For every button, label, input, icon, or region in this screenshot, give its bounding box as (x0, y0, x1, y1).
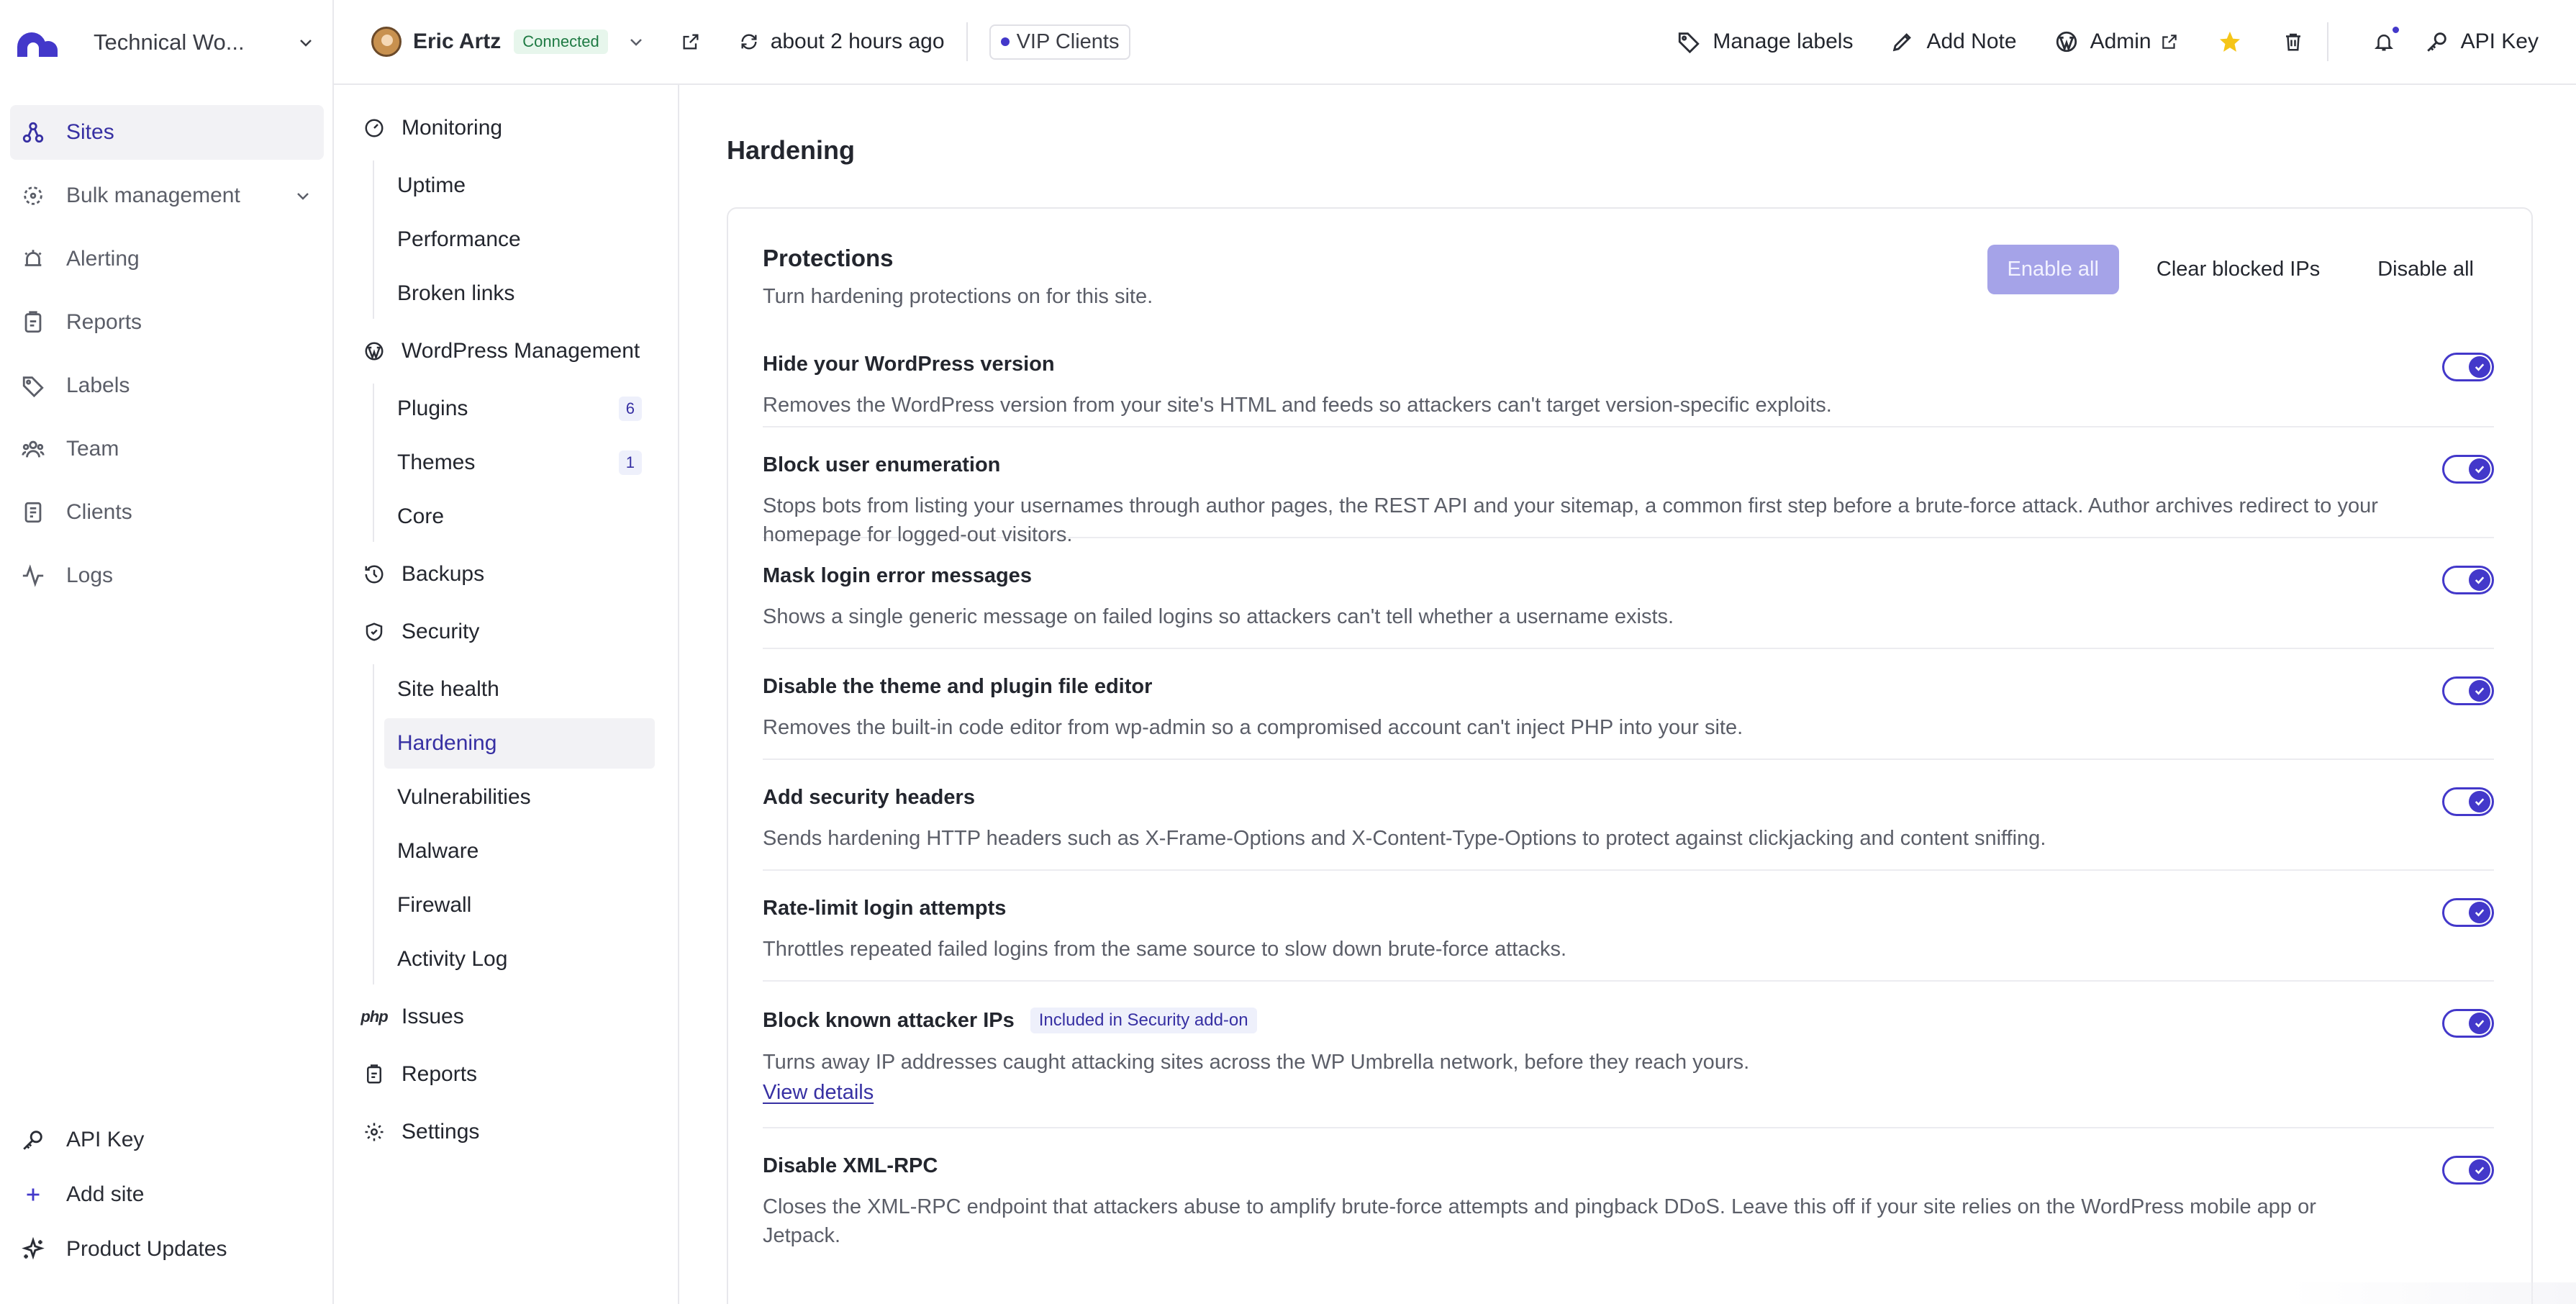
setting-toggle[interactable] (2442, 898, 2494, 927)
count-badge: 1 (619, 450, 642, 475)
setting-description: Turns away IP addresses caught attacking sites across the WP Umbrella network, before they reach yours. (763, 1051, 1750, 1074)
nav-label: Broken links (397, 281, 515, 305)
panel-description: Turn hardening protections on for this site. (763, 285, 1153, 308)
nav-uptime[interactable] (384, 160, 655, 211)
divider (2327, 22, 2328, 61)
setting-row (763, 427, 2494, 546)
setting-row (763, 760, 2494, 871)
plus-icon (20, 1182, 46, 1208)
nav-monitoring[interactable] (361, 99, 655, 157)
chevron-down-icon (625, 31, 647, 53)
app-nav-label: Add site (66, 1182, 145, 1206)
history-icon (361, 561, 387, 587)
app-nav-label: API Key (66, 1128, 145, 1151)
app-nav-label: Team (66, 437, 119, 461)
app-nav (0, 105, 334, 612)
tag-icon (20, 373, 46, 399)
key-icon (2425, 30, 2449, 54)
view-details-link[interactable]: View details (763, 1081, 874, 1104)
nav-label: Issues (402, 1005, 464, 1028)
app-nav-label: Logs (66, 563, 114, 587)
app-nav-labels[interactable] (10, 358, 324, 413)
key-icon (20, 1127, 46, 1153)
nav-label: Themes (397, 450, 476, 474)
status-badge: Connected (514, 30, 607, 54)
user-name: Eric Artz (413, 30, 502, 53)
php-icon: php (360, 1008, 388, 1025)
setting-description: Sends hardening HTTP headers such as X-Frame-Options and X-Content-Type-Options to protect against clickjacking and content sniffing. (763, 827, 2046, 850)
alert-icon (20, 246, 46, 272)
app-nav-logs[interactable] (10, 548, 324, 603)
add-note-button[interactable] (1890, 30, 2016, 54)
app-sidebar (0, 0, 334, 1304)
api-key-button[interactable] (2425, 30, 2539, 54)
last-sync-text: about 2 hours ago (770, 30, 945, 53)
enable-all-button[interactable]: Enable all (1987, 245, 2119, 294)
nav-label: Site health (397, 677, 499, 701)
nav-settings[interactable] (361, 1103, 655, 1161)
protections-panel (727, 207, 2533, 1304)
nav-wordpress-management[interactable] (361, 322, 655, 380)
workspace-switcher[interactable] (0, 0, 334, 85)
app-bottom-nav (10, 1117, 324, 1281)
setting-description: Closes the XML-RPC endpoint that attackers abuse to amplify brute-force attempts and pingback DDoS. Leave this off if your site relies on the WordPress mobile app or Jetpack. (763, 1195, 2316, 1247)
client-tag-label: VIP Clients (1016, 30, 1120, 53)
wp-admin-button[interactable] (2054, 30, 2179, 54)
setting-title: Disable the theme and plugin file editor (763, 675, 1153, 698)
check-icon (2469, 458, 2490, 480)
nav-performance[interactable] (384, 214, 655, 265)
nav-hardening[interactable] (384, 718, 655, 769)
check-icon (2469, 1159, 2490, 1181)
admin-label: Admin (2090, 30, 2151, 53)
app-nav-sites[interactable] (10, 105, 324, 160)
nav-activity-log[interactable] (384, 934, 655, 984)
setting-description: Shows a single generic message on failed logins so attackers can't tell whether a username exists. (763, 605, 1674, 628)
nav-label: Firewall (397, 893, 472, 917)
disable-all-button[interactable]: Disable all (2377, 258, 2474, 281)
count-badge: 6 (619, 397, 642, 421)
panel-header (763, 245, 2494, 353)
nav-security[interactable] (361, 603, 655, 661)
setting-description: Throttles repeated failed logins from the same source to slow down brute-force attacks. (763, 938, 1567, 961)
app-nav-label: Clients (66, 500, 132, 524)
notification-dot (2391, 25, 2400, 35)
nav-malware[interactable] (384, 826, 655, 877)
manage-labels-label: Manage labels (1713, 30, 1854, 53)
nav-label: Plugins (397, 397, 468, 420)
wp-umbrella-logo (17, 28, 58, 57)
app-nav-bulk-management[interactable] (10, 168, 324, 223)
setting-toggle[interactable] (2442, 1156, 2494, 1185)
setting-description: Removes the built-in code editor from wp-admin so a compromised account can't inject PHP into your site. (763, 716, 1743, 739)
reports-icon (361, 1061, 387, 1087)
nav-label: WordPress Management (402, 339, 640, 363)
gear-icon (361, 1119, 387, 1145)
setting-row (763, 871, 2494, 982)
chevron-down-icon (295, 32, 317, 53)
api-key-label: API Key (2460, 30, 2539, 53)
check-icon (2469, 569, 2490, 591)
user-switcher[interactable] (371, 27, 647, 57)
gauge-icon (361, 115, 387, 141)
avatar (371, 27, 402, 57)
app-nav-product-updates[interactable] (10, 1226, 324, 1272)
nav-label: Reports (402, 1062, 478, 1086)
setting-title: Add security headers (763, 786, 975, 809)
setting-description: Stops bots from listing your usernames through author pages, the REST API and your sitemap, a common first step before a brute-force attack. Author archives redirect to your homepage for logged-out visitors. (763, 494, 2378, 546)
reports-icon (20, 309, 46, 335)
nav-label: Activity Log (397, 947, 508, 971)
addon-badge: Included in Security add-on (1030, 1008, 1257, 1033)
app-nav-label: Sites (66, 120, 114, 144)
setting-toggle[interactable] (2442, 566, 2494, 594)
setting-title: Disable XML-RPC (763, 1154, 938, 1177)
nav-label: Backups (402, 562, 485, 586)
check-icon (2469, 902, 2490, 923)
nav-label: Monitoring (402, 116, 503, 140)
setting-row (763, 353, 2494, 427)
nav-site-health[interactable] (384, 664, 655, 715)
clients-icon (20, 499, 46, 525)
setting-toggle[interactable] (2442, 1009, 2494, 1038)
nav-reports[interactable] (361, 1046, 655, 1103)
divider (966, 22, 968, 61)
nav-vulnerabilities[interactable] (384, 772, 655, 823)
wp-management-sublist (373, 384, 655, 542)
check-icon (2469, 356, 2490, 378)
app-nav-label: Bulk management (66, 184, 240, 207)
topbar-actions (1639, 22, 2539, 61)
wordpress-icon (2054, 30, 2079, 54)
pencil-icon (1890, 30, 1915, 54)
nav-core[interactable] (384, 492, 655, 542)
workspace-name: Technical Wo... (94, 30, 245, 55)
nav-label: Performance (397, 227, 521, 251)
main-content (681, 85, 2576, 1304)
wordpress-icon (361, 338, 387, 364)
nav-label: Uptime (397, 173, 466, 197)
app-nav-api-key[interactable] (10, 1117, 324, 1163)
setting-title: Hide your WordPress version (763, 353, 1055, 376)
app-nav-label: Product Updates (66, 1237, 227, 1261)
app-nav-add-site[interactable] (10, 1172, 324, 1218)
setting-toggle[interactable] (2442, 455, 2494, 484)
nav-themes[interactable] (384, 438, 655, 488)
star-icon[interactable] (2218, 30, 2242, 54)
nav-broken-links[interactable] (384, 268, 655, 319)
app-nav-team[interactable] (10, 422, 324, 476)
chevron-down-icon (292, 185, 314, 207)
setting-title: Mask login error messages (763, 564, 1032, 587)
app-nav-clients[interactable] (10, 485, 324, 540)
setting-toggle[interactable] (2442, 787, 2494, 816)
setting-row (763, 538, 2494, 649)
sync-status[interactable] (739, 30, 945, 54)
setting-description: Removes the WordPress version from your site's HTML and feeds so attackers can't target version-specific exploits. (763, 394, 1832, 417)
manage-labels-button[interactable] (1677, 30, 1853, 54)
clear-blocked-ips-button[interactable]: Clear blocked IPs (2156, 258, 2321, 281)
check-icon (2469, 680, 2490, 702)
setting-toggle[interactable] (2442, 353, 2494, 381)
app-nav-alerting[interactable] (10, 232, 324, 286)
nav-plugins[interactable] (384, 384, 655, 434)
sparkle-icon (20, 1236, 46, 1262)
nav-label: Settings (402, 1120, 480, 1144)
app-nav-label: Alerting (66, 247, 140, 271)
tag-icon (1677, 30, 1701, 54)
site-section-nav (334, 85, 679, 1304)
nav-label: Security (402, 620, 480, 643)
setting-row (763, 982, 2494, 1128)
external-link-icon (2160, 32, 2179, 51)
app-nav-reports[interactable] (10, 295, 324, 350)
security-sublist (373, 664, 655, 984)
nav-issues[interactable] (361, 988, 655, 1046)
add-note-label: Add Note (1926, 30, 2017, 53)
logs-icon (20, 563, 46, 589)
nav-label: Vulnerabilities (397, 785, 531, 809)
client-color-dot (1001, 37, 1010, 46)
shield-icon (361, 619, 387, 645)
scroll-shadow (2288, 1282, 2576, 1304)
setting-row (763, 1128, 2494, 1247)
setting-toggle[interactable] (2442, 676, 2494, 705)
check-icon (2469, 791, 2490, 812)
team-icon (20, 436, 46, 462)
app-nav-label: Labels (66, 373, 130, 397)
app-nav-label: Reports (66, 310, 142, 334)
setting-title: Rate-limit login attempts (763, 897, 1007, 920)
check-icon (2469, 1013, 2490, 1034)
setting-title: Block user enumeration (763, 453, 1001, 476)
bulk-management-icon (20, 183, 46, 209)
nav-label: Malware (397, 839, 479, 863)
external-link-icon[interactable] (679, 30, 703, 54)
nav-label: Hardening (397, 731, 497, 755)
page-title: Hardening (727, 135, 856, 165)
nav-label: Core (397, 504, 445, 528)
sites-icon (20, 119, 46, 145)
setting-row (763, 649, 2494, 760)
refresh-icon (739, 32, 759, 52)
setting-title (763, 1008, 2393, 1033)
trash-icon[interactable] (2281, 30, 2305, 54)
site-topbar (334, 0, 2576, 85)
client-tag[interactable] (989, 24, 1131, 60)
nav-backups[interactable] (361, 545, 655, 603)
panel-title: Protections (763, 245, 894, 271)
monitoring-sublist (373, 160, 655, 319)
setting-title-text: Block known attacker IPs (763, 1008, 1015, 1032)
nav-firewall[interactable] (384, 880, 655, 931)
bell-icon[interactable] (2372, 30, 2396, 54)
